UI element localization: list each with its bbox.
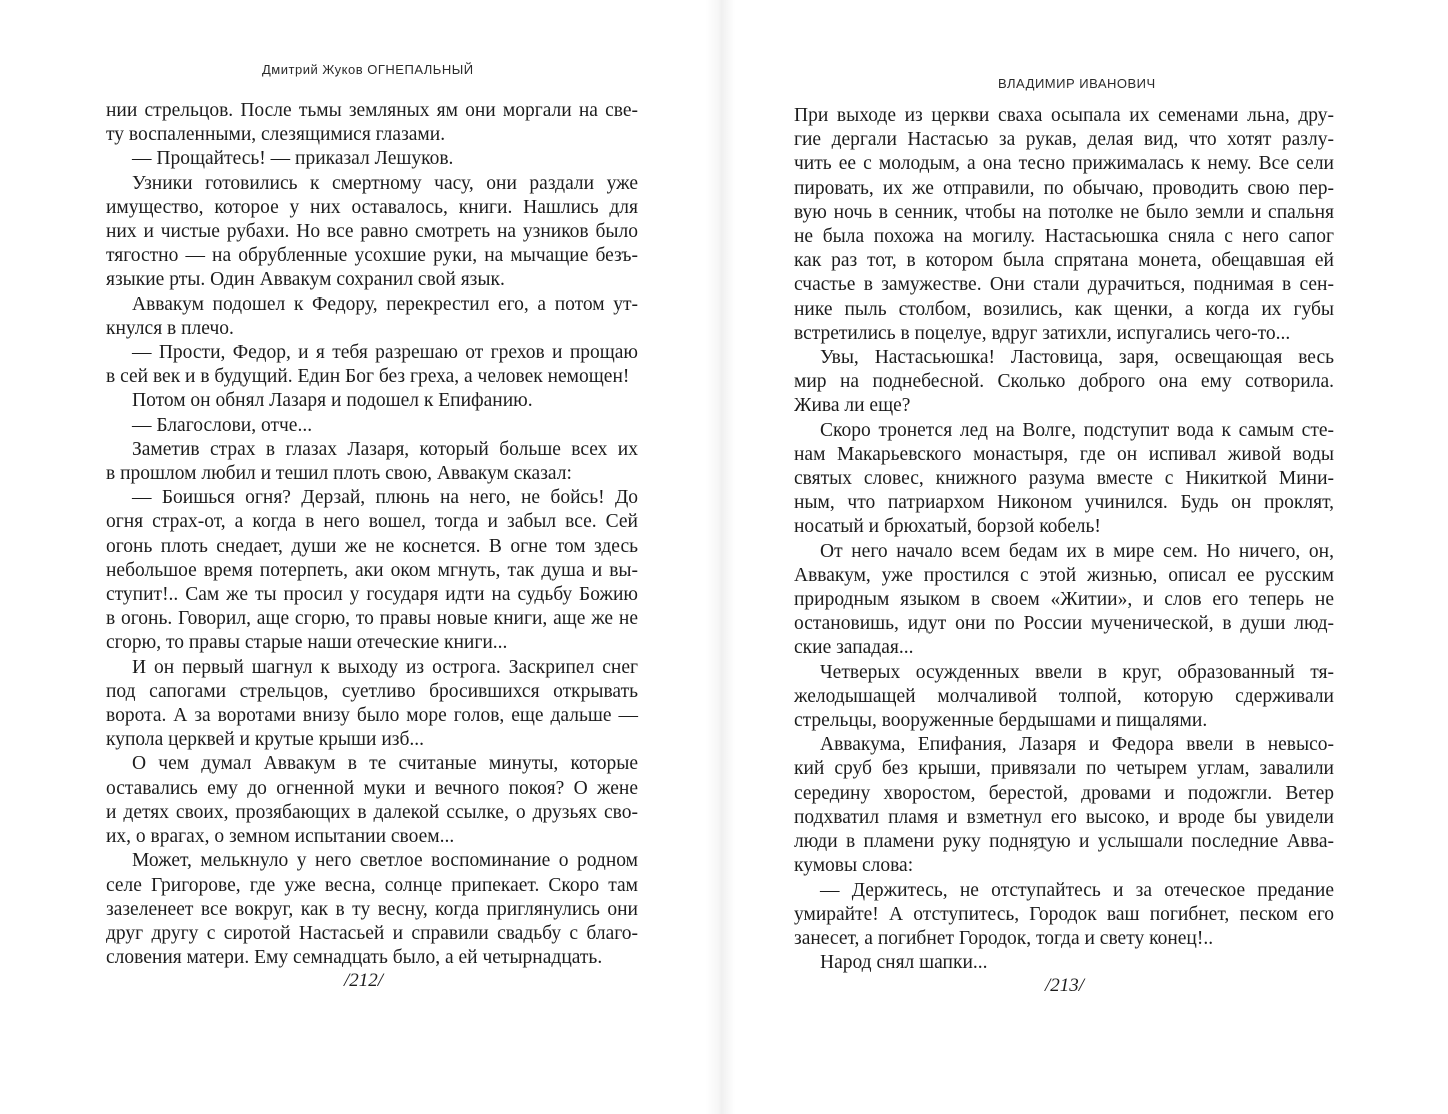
text-line: словения матери. Ему семнадцать было, а ей четырнадцать. <box>106 947 603 969</box>
text-line: При выходе из церкви сваха осыпала их семенами льна, дру- <box>794 105 1334 126</box>
text-line: От него начало всем бедам их в мире сем. Но ничего, он, <box>820 540 1334 562</box>
text-line: Жива ли еще? <box>794 395 911 417</box>
text-line: носатый и брюхатый, борзой кобель! <box>794 516 1101 538</box>
text-line: остановишь, идут они по России мученической, в души люд- <box>794 613 1334 635</box>
text-line: зазеленеет все вокруг, как в ту весну, когда приглянулись они <box>106 898 638 920</box>
text-line: ворота. А за воротами внизу было море голов, еще дальше — <box>106 705 638 727</box>
text-line: под сапогами стрельцов, суетливо бросившихся открывать <box>106 680 638 702</box>
text-line: пировать, их же отправили, по обычаю, проводить свою пер- <box>794 177 1334 199</box>
text-line: О чем думал Аввакум в те считаные минуты, которые <box>132 753 638 775</box>
right-page-body <box>794 104 1334 975</box>
text-line: огня страх-от, а когда в него вошел, тогда и забыл все. Сей <box>106 511 638 533</box>
text-line: — Благослови, отче... <box>132 414 313 436</box>
text-line: — Прости, Федор, и я тебя разрешаю от грехов и прощаю <box>132 342 638 364</box>
text-line: ступит!.. Сам же ты просил у государя идти на судьбу Божию <box>106 584 638 606</box>
text-line: И он первый шагнул к выходу из острога. Заскрипел снег <box>132 656 638 678</box>
page-number-left: /212/ <box>344 970 384 991</box>
right-page <box>728 0 1448 1114</box>
text-line: встретились в поцелуе, вдруг затихли, испугались чего-то... <box>794 322 1291 344</box>
text-line: Аввакум подошел к Федору, перекрестил его, а потом ут- <box>132 293 638 315</box>
text-line: их, о врагах, о земном испытании своем... <box>106 826 455 848</box>
text-line: середину хворостом, берестой, дровами и подожгли. Ветер <box>794 782 1334 804</box>
left-page-body <box>106 99 638 970</box>
text-line: друг другу с сиротой Настасьей и справили свадьбу с благо- <box>106 922 638 944</box>
text-line: вую ночь в сенник, чтобы на потолке не было земли и спальня <box>794 201 1334 223</box>
text-line: кнулся в плечо. <box>106 317 234 339</box>
text-line: нии стрельцов. После тьмы земляных ям они моргали на све- <box>106 100 638 121</box>
text-line: — Держитесь, не отступайтесь и за отеческое предание <box>820 879 1334 901</box>
text-line: — Прощайтесь! — приказал Лешуков. <box>132 148 454 170</box>
text-line: нам Макарьевского монастыря, где он испивал живой воды <box>794 443 1334 465</box>
text-line: Аввакума, Епифания, Лазаря и Федора ввели в невысо- <box>820 734 1334 756</box>
text-line: чить ее с молодым, а она тесно прижималась к нему. Все сели <box>794 153 1334 175</box>
text-line: Народ снял шапки... <box>820 952 988 974</box>
text-line: огонь плоть снедает, души же не коснется. В огне том здесь <box>106 535 638 557</box>
left-page <box>0 0 720 1114</box>
text-line: мир на поднебесной. Сколько доброго она ему сотворила. <box>794 371 1334 393</box>
text-line: как раз тот, в котором была спрятана монета, обещавшая ей <box>794 250 1334 272</box>
text-line: них и чистые рубахи. Но все равно смотреть на узников было <box>106 221 638 243</box>
text-line: подхватил пламя и взметнул его высоко, и вроде бы увидели <box>794 806 1334 828</box>
text-line: Узники готовились к смертному часу, они раздали уже <box>132 172 638 194</box>
running-head-left: Дмитрий Жуков ОГНЕПАЛЬНЫЙ <box>262 62 474 77</box>
text-line: Потом он обнял Лазаря и подошел к Епифанию. <box>132 390 533 412</box>
text-line: люди в пламени руку поднятую и услышали последние Авва- <box>794 831 1334 853</box>
text-line: гие дергали Настасью за рукав, делая вид, что хотят разлу- <box>794 129 1334 151</box>
text-line: Скоро тронется лед на Волге, подступит вода к самым сте- <box>820 419 1334 441</box>
text-line: умирайте! А отступитесь, Городок ваш погибнет, песком его <box>794 903 1334 925</box>
text-line: святых словес, книжного разума вместе с Никиткой Мини- <box>794 468 1334 490</box>
pencil-mark <box>1033 845 1049 853</box>
text-line: оставались ему до огненной муки и вечного покоя? О жене <box>106 777 638 799</box>
text-line: селе Григорове, где уже весна, солнце припекает. Скоро там <box>106 874 638 896</box>
text-line: не была похожа на могилу. Настасьюшка сняла с него сапог <box>794 226 1334 248</box>
text-line: в огонь. Говорил, аще сгорю, то правы новые книги, аще же не <box>106 608 638 630</box>
text-line: сгорю, то правы старые наши отеческие книги... <box>106 632 508 654</box>
text-line: тягостно — на обрубленные усохшие руки, на мычащие безъ- <box>106 245 638 267</box>
text-line: языкие рты. Один Аввакум сохранил свой язык. <box>106 269 505 291</box>
text-line: кий сруб без крыши, привязали по четырем углам, завалили <box>794 758 1334 780</box>
text-line: Четверых осужденных ввели в круг, образованный тя- <box>820 661 1334 683</box>
text-line: желодышащей молчаливой толпой, которую сдерживали <box>794 685 1334 707</box>
text-line: в сей век и в будущий. Един Бог без греха, а человек немощен! <box>106 366 630 388</box>
text-line: — Боишься огня? Дерзай, плюнь на него, не бойсь! До <box>132 487 638 509</box>
text-line: кумовы слова: <box>794 855 914 877</box>
text-line: Аввакум, уже простился с этой жизнью, описал ее русским <box>794 564 1334 586</box>
text-line: занесет, а погибнет Городок, тогда и свету конец!.. <box>794 927 1214 949</box>
text-line: ным, что патриархом Никоном учинился. Будь он проклят, <box>794 492 1334 514</box>
text-line: стрельцы, вооруженные бердышами и пищалями. <box>794 710 1208 732</box>
text-line: ские западая... <box>794 637 914 659</box>
text-line: нике пыль столбом, возились, как щенки, а когда их губы <box>794 298 1334 320</box>
text-line: Заметив страх в глазах Лазаря, который больше всех их <box>132 438 638 460</box>
text-line: имущество, которое у них оставалось, книги. Нашлись для <box>106 196 638 218</box>
text-line: купола церквей и крутые крыши изб... <box>106 729 425 751</box>
running-head-right: ВЛАДИМИР ИВАНОВИЧ <box>998 76 1156 91</box>
text-line: Увы, Настасьюшка! Ластовица, заря, освещающая весь <box>820 347 1334 369</box>
text-line: и детях своих, прозябающих в далекой ссылке, о друзьях сво- <box>106 801 638 823</box>
text-line: небольшое время потерпеть, аки оком мгнуть, так душа и вы- <box>106 559 638 581</box>
page-number-right: /213/ <box>1045 975 1085 996</box>
text-line: в прошлом любил и тешил плоть свою, Аввакум сказал: <box>106 463 572 485</box>
text-line: счастье в замужестве. Они стали дурачиться, поднимая в сен- <box>794 274 1334 296</box>
text-line: Может, мелькнуло у него светлое воспоминание о родном <box>132 850 638 872</box>
text-line: ту воспаленными, слезящимися глазами. <box>106 124 446 146</box>
text-line: природным языком в своем «Житии», и слов его теперь не <box>794 589 1334 611</box>
